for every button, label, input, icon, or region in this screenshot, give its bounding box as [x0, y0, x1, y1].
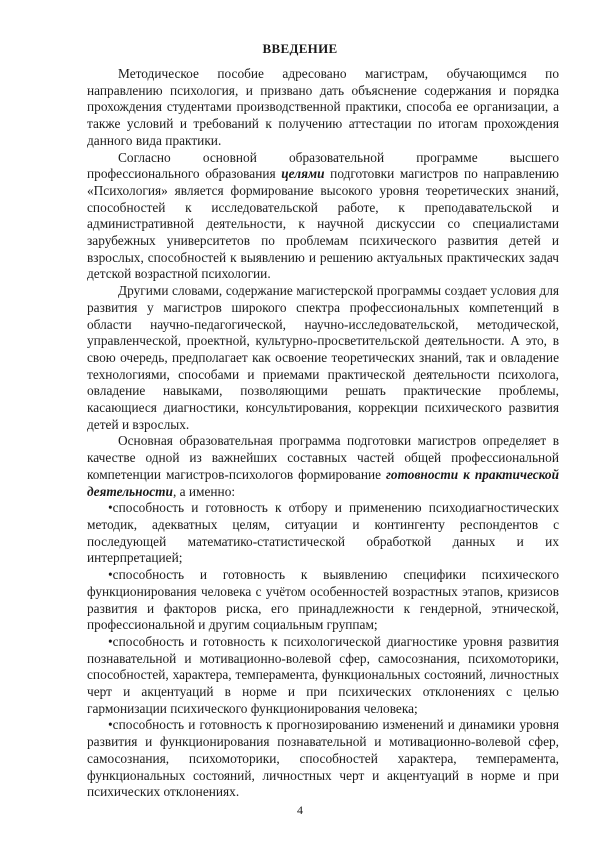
bullet-icon: •	[108, 500, 113, 516]
bullet-item: •способность и готовность к психологической диагностике уровня развития познавательной и мотивационно-волевой сфер, самосознания, психомоторики, способностей, характера, темперамента, функциональных состояний, личностных черт и акцентуаций в норме и при психических отклонениях с целью гармонизации психического функционирования человека;	[87, 633, 559, 716]
bullet-item: •способность и готовность к отбору и применению психодиагностических методик, адекватных целям, ситуации и контингенту респондентов с последующей математико-статистической обработкой данных и их интерпретацией;	[87, 500, 559, 566]
bullet-icon: •	[108, 717, 113, 733]
bullet-item: •способность и готовность к выявлению специфики психического функционирования человека с учётом особенностей возрастных этапов, кризисов развития и факторов риска, его принадлежности к гендерной, этнической, профессиональной и другим социальным группам;	[87, 567, 559, 633]
bullet-item: •способность и готовность к прогнозированию изменений и динамики уровня развития и функционирования познавательной и мотивационно-волевой сфер, самосознания, психомоторики, способностей характера, темперамента, функциональных состояний, личностных черт и акцентуаций в норме и при психических отклонениях.	[87, 717, 559, 800]
page-number: 4	[297, 803, 303, 817]
page-title: ВВЕДЕНИЕ	[262, 41, 338, 56]
paragraph-2: Согласно основной образовательной программе высшего профессионального образования целями подготовки магистров по направлению «Психология» является формирование высокого уровня теоретических знаний, способностей к исследовательской работе, к преподавательской и административной деятельности, к научной дискуссии со специалистами зарубежных университетов по проблемам психического развития детей и взрослых, способностей к выявлению и решению актуальных практических задач детской возрастной психологии.	[87, 149, 560, 282]
emphasis-goals: целями	[281, 166, 325, 182]
bullet-icon: •	[108, 567, 113, 583]
paragraph-3: Другими словами, содержание магистерской программы создает условия для развития у магистров широкого спектра профессиональных компетенций в области научно-педагогической, научно-исследовательской, методической, управленческой, проектной, культурно-просветительской деятельности. А это, в свою очередь, предполагает как освоение теоретических знаний, так и овладение технологиями, способами и приемами практической деятельности психолога, овладение навыками, позволяющими решать практические проблемы, касающиеся диагностики, консультирования, коррекции психического развития детей и взрослых.	[87, 283, 559, 432]
body-text	[87, 66, 559, 801]
emphasis-readiness: готовности к практической деятельности	[87, 466, 559, 499]
bullet-icon: •	[108, 633, 113, 649]
paragraph-1: Методическое пособие адресовано магистрам, обучающимся по направлению психология, и призвано дать объяснение содержания и порядка прохождения студентами производственной практики, способа ее организации, а также условий и требований к получению аттестации по итогам прохождения данного вида практики.	[87, 66, 559, 148]
paragraph-4: Основная образовательная программа подготовки магистров определяет в качестве одной из важнейших составных частей общей профессиональной компетенции магистров-психологов формирование готовности к практической деятельности, а именно:	[87, 433, 559, 499]
